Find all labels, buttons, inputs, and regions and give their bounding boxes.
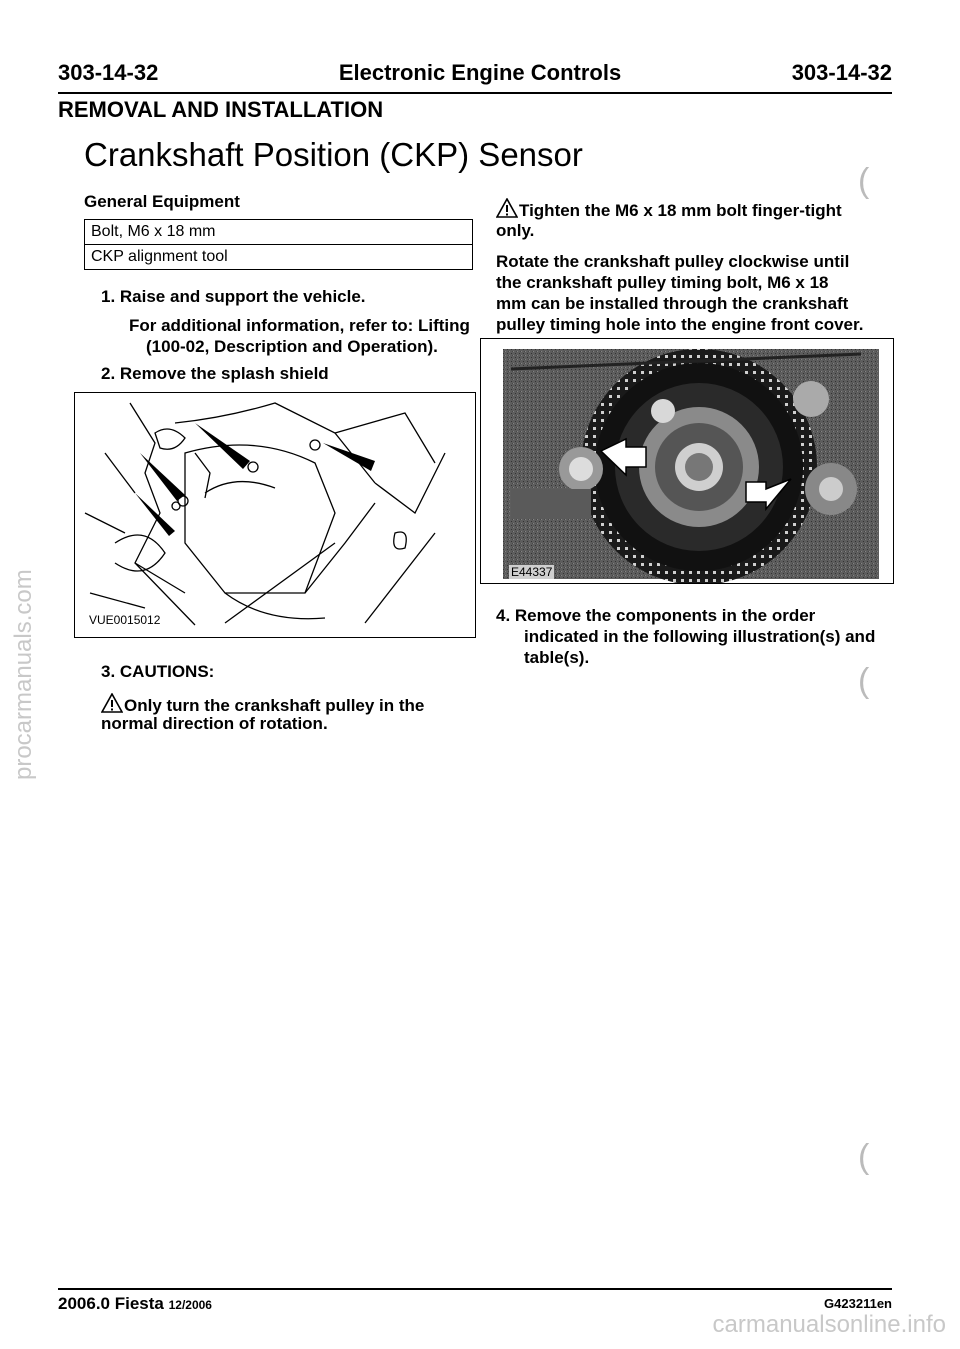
step-1-reference-line1: For additional information, refer to: Lifting bbox=[129, 316, 470, 335]
footer-rule bbox=[58, 1288, 892, 1290]
rotate-instruction-line4: pulley timing hole into the engine front cover. bbox=[496, 315, 864, 334]
caution-1-line2: normal direction of rotation. bbox=[101, 714, 328, 733]
step-4-line3: table(s). bbox=[524, 648, 590, 667]
table-row bbox=[85, 220, 473, 245]
equipment-item: Bolt, M6 x 18 mm bbox=[85, 220, 473, 245]
footer-document-code: G423211en bbox=[824, 1296, 892, 1311]
crankshaft-pulley-photo bbox=[481, 339, 893, 583]
step-4-line1: 4. Remove the components in the order bbox=[496, 606, 816, 625]
caution-2-line1 bbox=[496, 198, 842, 221]
rotate-instruction-line3: mm can be installed through the crankshaft bbox=[496, 294, 849, 313]
step-1-reference-line2: (100-02, Description and Operation). bbox=[146, 337, 438, 356]
equipment-heading: General Equipment bbox=[84, 192, 240, 211]
header-page-number-left: 303-14-32 bbox=[58, 60, 159, 85]
step-2: 2. Remove the splash shield bbox=[101, 364, 329, 383]
warning-triangle-icon bbox=[496, 198, 518, 218]
splash-shield-illustration bbox=[74, 392, 476, 638]
footer-model: 2006.0 Fiesta 12/2006 bbox=[58, 1294, 212, 1313]
header-page-number-right: 303-14-32 bbox=[791, 60, 892, 85]
warning-triangle-icon bbox=[101, 693, 123, 713]
equipment-table bbox=[84, 219, 473, 270]
figure-1-code: VUE0015012 bbox=[89, 613, 161, 627]
scan-artifact-mark: ( bbox=[858, 162, 870, 200]
step-4-line2: indicated in the following illustration(s) and bbox=[524, 627, 876, 646]
caution-2-text-a: Tighten the M6 x 18 mm bolt finger-tight bbox=[519, 201, 842, 220]
header-chapter-title: Electronic Engine Controls bbox=[338, 60, 622, 85]
caution-1-line1 bbox=[101, 693, 424, 716]
watermark-bottom: carmanualsonline.info bbox=[712, 1311, 946, 1338]
scan-artifact-mark: ( bbox=[858, 662, 870, 700]
rotate-instruction-line2: the crankshaft pulley timing bolt, M6 x 18 bbox=[496, 273, 829, 292]
scan-artifact-mark: ( bbox=[858, 1138, 870, 1176]
splash-shield-drawing bbox=[75, 393, 475, 637]
rotate-instruction-line1: Rotate the crankshaft pulley clockwise until bbox=[496, 252, 850, 271]
figure-2-code: E44337 bbox=[511, 565, 553, 579]
caution-2-line2: only. bbox=[496, 221, 535, 240]
equipment-item: CKP alignment tool bbox=[85, 245, 473, 270]
watermark-side: procarmanuals.com bbox=[10, 569, 37, 780]
header-rule bbox=[58, 92, 892, 94]
caution-1-text-a: Only turn the crankshaft pulley in the bbox=[124, 696, 425, 715]
step-3: 3. CAUTIONS: bbox=[101, 662, 215, 681]
section-heading: REMOVAL AND INSTALLATION bbox=[58, 97, 384, 122]
crankshaft-pulley-photo-frame bbox=[480, 338, 894, 584]
table-row bbox=[85, 245, 473, 270]
page-title: Crankshaft Position (CKP) Sensor bbox=[84, 136, 583, 173]
step-1: 1. Raise and support the vehicle. bbox=[101, 287, 366, 306]
